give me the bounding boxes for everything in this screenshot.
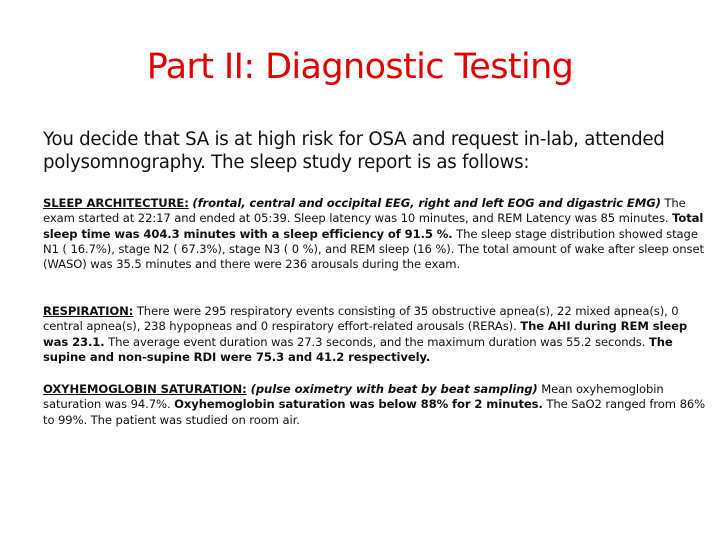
respiration-bold-2: The supine and non-supine RDI were 75.3 and 41.2 respectively. bbox=[43, 334, 673, 364]
respiration-section bbox=[43, 304, 711, 365]
sleep-architecture-method: (frontal, central and occipital EEG, right and left EOG and digastric EMG) bbox=[192, 196, 661, 210]
sleep-architecture-text-1: The exam started at 22:17 and ended at 05:39. Sleep latency was 10 minutes, and REM Latency was 85 minutes. bbox=[43, 196, 686, 226]
intro-text: You decide that SA is at high risk for OSA and request in-lab, attended polysomnography. The sleep study report is as follows: bbox=[43, 129, 665, 173]
sleep-architecture-section bbox=[43, 196, 711, 272]
oxyhemoglobin-bold-1: Oxyhemoglobin saturation was below 88% for 2 minutes. bbox=[174, 397, 543, 412]
oxyhemoglobin-method: (pulse oximetry with beat by beat sampling) bbox=[246, 382, 538, 396]
respiration-label: RESPIRATION: bbox=[43, 304, 134, 318]
respiration-bold-1: The AHI during REM sleep was 23.1. bbox=[43, 319, 688, 349]
oxyhemoglobin-label: OXYHEMOGLOBIN SATURATION: bbox=[43, 382, 247, 396]
slide-title: Part II: Diagnostic Testing bbox=[146, 47, 574, 87]
oxyhemoglobin-section bbox=[43, 382, 711, 428]
sleep-architecture-bold-1: Total sleep time was 404.3 minutes with a sleep efficiency of 91.5 %. bbox=[43, 211, 704, 241]
sleep-architecture-text-2: The sleep stage distribution showed stage N1 ( 16.7%), stage N2 ( 67.3%), stage N3 ( 0 %), and REM sleep (16 %). The total amount of wake after sleep onset (WASO) was 35.5 minutes and there were 236 arousals during the exam. bbox=[43, 226, 704, 272]
oxyhemoglobin-text-2: The SaO2 ranged from 86% to 99%. The patient was studied on room air. bbox=[43, 397, 706, 427]
sleep-architecture-label: SLEEP ARCHITECTURE: bbox=[43, 196, 189, 210]
oxyhemoglobin-text-1: Mean oxyhemoglobin saturation was 94.7%. bbox=[43, 382, 664, 412]
respiration-text-1: There were 295 respiratory events consisting of 35 obstructive apnea(s), 22 mixed apnea(s), 0 central apnea(s), 238 hypopneas and 0 respiratory effort-related arousals (RERAs). bbox=[43, 304, 679, 334]
respiration-text-2: The average event duration was 27.3 seconds, and the maximum duration was 55.2 seconds. bbox=[104, 334, 649, 349]
